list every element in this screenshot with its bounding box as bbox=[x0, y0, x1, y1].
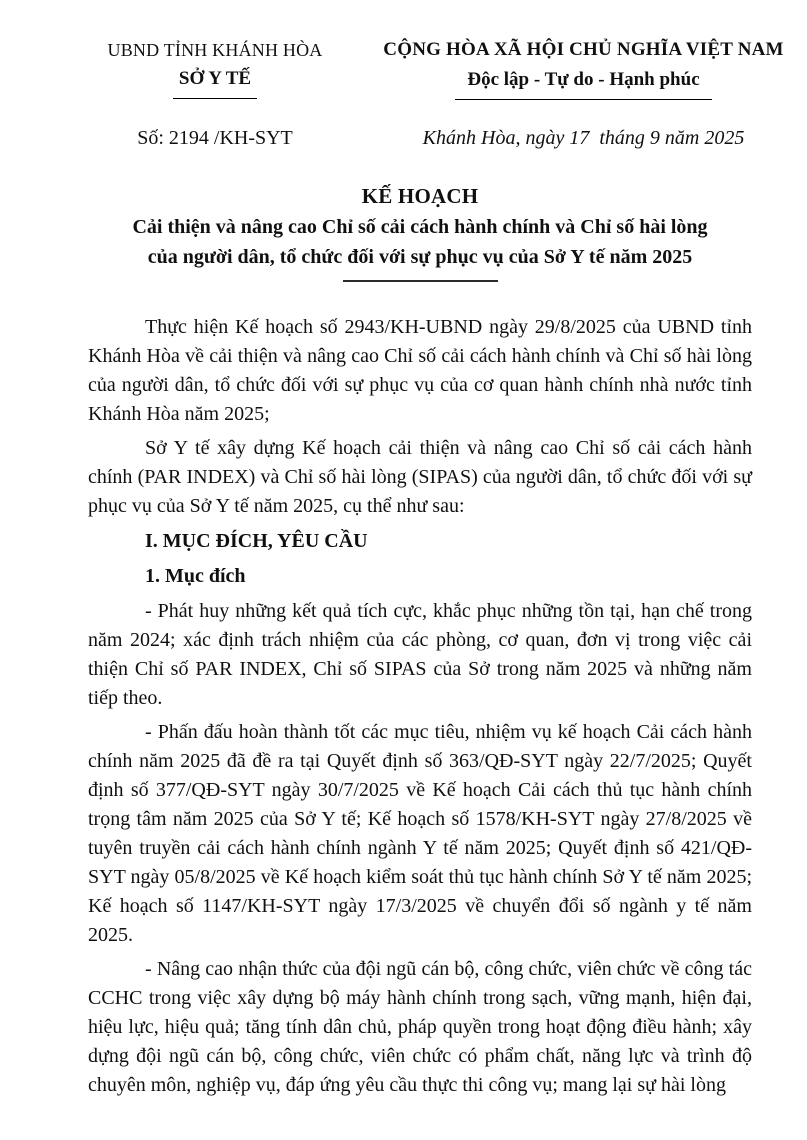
national-title: CỘNG HÒA XÃ HỘI CHỦ NGHĨA VIỆT NAM bbox=[383, 39, 784, 60]
issuing-authority-wrap bbox=[55, 64, 375, 99]
issuing-authority-parent: UBND TỈNH KHÁNH HÒA bbox=[107, 40, 323, 60]
paragraph-basis-2: Sở Y tế xây dựng Kế hoạch cải thiện và nâng cao Chỉ số cải cách hành chính (PAR INDEX) và Chỉ số hài lòng (SIPAS) của người dân, tổ chức đối với sự phục vụ của Sở Y tế năm 2025, cụ thể như sau: bbox=[88, 437, 752, 517]
paragraph-purpose-3: - Nâng cao nhận thức của đội ngũ cán bộ, công chức, viên chức về công tác CCHC trong việc xây dựng bộ máy hành chính trong sạch, vững mạnh, hiện đại, hiệu lực, hiệu quả; tăng tính dân chủ, pháp quyền trong hoạt động điều hành; xây dựng đội ngũ cán bộ, công chức, viên chức có phẩm chất, năng lực và trình độ chuyên môn, nghiệp vụ, đáp ứng yêu cầu thực thi công vụ; mang lại sự hài lòng bbox=[88, 958, 752, 1096]
document-title-line2: của người dân, tổ chức đối với sự phục vụ của Sở Y tế năm 2025 bbox=[147, 246, 693, 268]
document-title-line1: Cải thiện và nâng cao Chỉ số cải cách hành chính và Chỉ số hài lòng bbox=[132, 216, 708, 238]
document-kind: KẾ HOẠCH bbox=[361, 184, 479, 208]
section-heading-i: I. MỤC ĐÍCH, YÊU CẦU bbox=[145, 530, 368, 552]
paragraph-purpose-2: - Phấn đấu hoàn thành tốt các mục tiêu, nhiệm vụ kế hoạch Cải cách hành chính năm 2025 đã đề ra tại Quyết định số 363/QĐ-SYT ngày 22/7/2025; Quyết định số 377/QĐ-SYT ngày 30/7/2025 về Kế hoạch Cải cách thủ tục hành chính trọng tâm năm 2025 của Sở Y tế; Kế hoạch số 1578/KH-SYT ngày 27/8/2025 về tuyên truyền cải cách hành chính ngành Y tế năm 2025; Quyết định số 421/QĐ-SYT ngày 05/8/2025 về Kế hoạch kiểm soát thủ tục hành chính Sở Y tế năm 2025; Kế hoạch số 1147/KH-SYT ngày 17/3/2025 về chuyển đổi số ngành y tế năm 2025. bbox=[88, 721, 752, 946]
document-header bbox=[0, 0, 807, 100]
place-date-line: Khánh Hòa, ngày 17 tháng 9 năm 2025 bbox=[422, 127, 745, 149]
national-header-block bbox=[375, 36, 792, 100]
subsection-heading-1: 1. Mục đích bbox=[145, 565, 246, 587]
document-body bbox=[88, 313, 752, 1100]
title-divider bbox=[343, 280, 498, 282]
issuing-authority-name: SỞ Y TẾ bbox=[173, 64, 257, 99]
paragraph-basis-1: Thực hiện Kế hoạch số 2943/KH-UBND ngày 29/8/2025 của UBND tỉnh Khánh Hòa về cải thiện và nâng cao Chỉ số cải cách hành chính và Chỉ số hài lòng của người dân, tổ chức đối với sự phục vụ của cơ quan hành chính nhà nước tỉnh Khánh Hòa năm 2025; bbox=[88, 316, 752, 425]
national-motto-wrap bbox=[375, 64, 792, 100]
national-motto: Độc lập - Tự do - Hạnh phúc bbox=[455, 64, 711, 100]
reference-row bbox=[0, 127, 807, 150]
title-block bbox=[88, 181, 752, 282]
document-number: Số: 2194 /KH-SYT bbox=[137, 127, 293, 149]
issuing-authority-block bbox=[55, 36, 375, 100]
paragraph-purpose-1: - Phát huy những kết quả tích cực, khắc phục những tồn tại, hạn chế trong năm 2024; xác định trách nhiệm của các phòng, cơ quan, đơn vị trong việc cải thiện Chỉ số PAR INDEX, Chỉ số SIPAS của Sở trong năm 2025 và những năm tiếp theo. bbox=[88, 600, 752, 709]
